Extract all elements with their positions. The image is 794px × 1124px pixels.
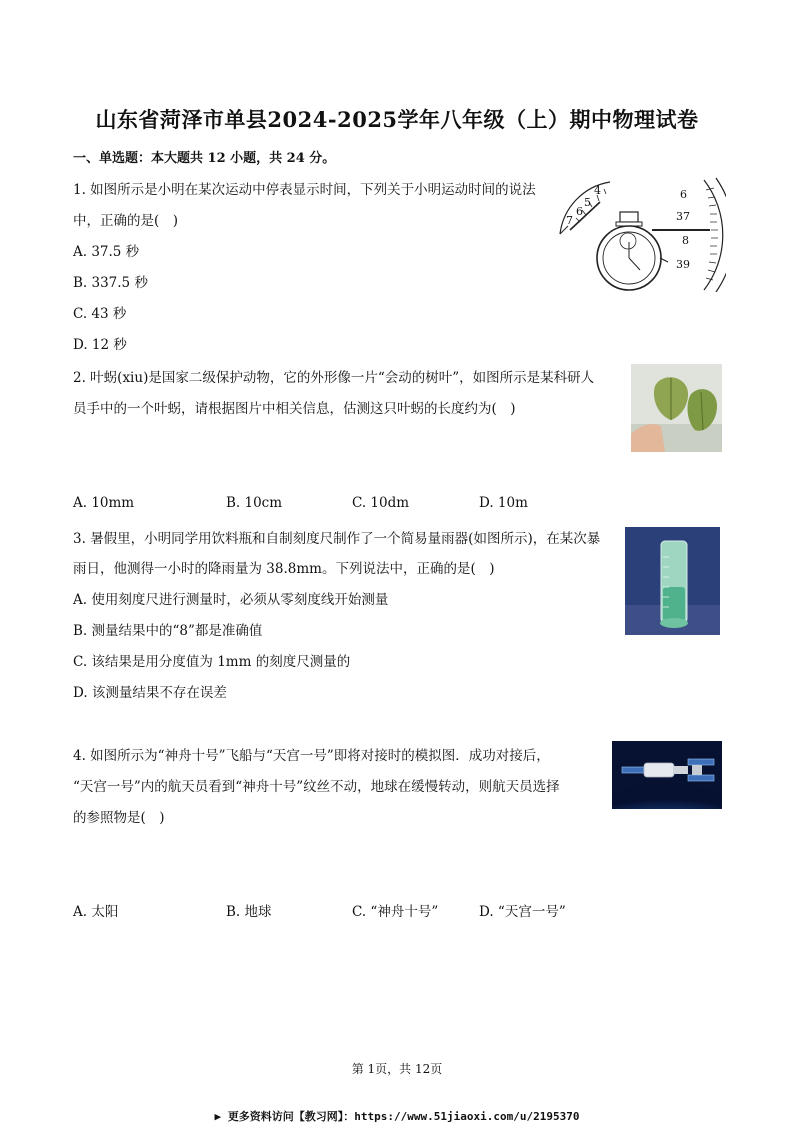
q2-line-2: 员手中的一个叶𧊅，请根据图片中相关信息，估测这只叶𧊅的长度约为( ) <box>73 401 516 417</box>
q4-option-b-text: B. 地球 <box>226 904 272 920</box>
q4-option-a-text: A. 太阳 <box>73 904 119 920</box>
promo-link[interactable]: ▶ 更多资料访问【教习网】：https://www.51jiaoxi.com/u/2195370 <box>214 1110 580 1123</box>
q1-option-a: A. 37.5 秒 <box>73 244 140 260</box>
q3-line-1: 3. 暑假里，小明同学用饮料瓶和自制刻度尺制作了一个简易量雨器(如图所示)，在某次暴 <box>73 531 601 547</box>
q2-option-d-text: D. 10m <box>479 495 528 511</box>
spacecraft-docking-image <box>612 741 722 809</box>
q1-option-c: C. 43 秒 <box>73 306 127 322</box>
q1-line-1: 1. 如图所示是小明在某次运动中停表显示时间，下列关于小明运动时间的说法 <box>73 182 536 198</box>
dial-large-label-39: 39 <box>676 258 690 271</box>
q2-option-c <box>352 495 409 511</box>
section-header: 一、单选题：本大题共 12 小题，共 24 分。 <box>73 151 336 166</box>
dial-small-label-4: 4 <box>594 184 601 197</box>
dial-large-label-6: 6 <box>680 188 687 201</box>
dial-large-label-8: 8 <box>682 234 689 247</box>
q2-option-a <box>73 495 134 511</box>
q3-option-b: B. 测量结果中的“8”都是准确值 <box>73 623 263 639</box>
q4-option-c <box>352 900 438 920</box>
q4-option-a <box>73 900 118 920</box>
dial-small-label-6: 6 <box>576 205 583 218</box>
q4-line-3: 的参照物是( ) <box>73 810 165 826</box>
q1-line-2: 中，正确的是( ) <box>73 213 179 229</box>
paper-title: 山东省菏泽市单县2024-2025学年八年级（上）期中物理试卷 <box>95 107 699 132</box>
q4-option-c-text: C. “神舟十号” <box>352 904 439 920</box>
q2-option-b-text: B. 10cm <box>226 495 283 511</box>
dial-small-label-7: 7 <box>566 214 573 227</box>
q4-line-1: 4. 如图所示为“神舟十号”飞船与“天宫一号”即将对接时的模拟图．成功对接后， <box>73 748 550 764</box>
dial-small-label-5: 5 <box>584 196 591 209</box>
q2-option-a-text: A. 10mm <box>73 495 135 511</box>
leaf-insect-photo <box>631 364 722 452</box>
q3-line-2: 雨日，他测得一小时的降雨量为 38.8mm。下列说法中，正确的是( ) <box>73 561 495 577</box>
page-footer: 第 1页，共 12页 <box>351 1062 443 1076</box>
q4-line-2: “天宫一号”内的航天员看到“神舟十号”纹丝不动，地球在缓慢转动，则航天员选择 <box>73 779 560 795</box>
q3-option-c: C. 该结果是用分度值为 1mm 的刻度尺测量的 <box>73 654 351 670</box>
dial-large-label-37: 37 <box>676 210 690 223</box>
q3-option-a: A. 使用刻度尺进行测量时，必须从零刻度线开始测量 <box>73 592 389 608</box>
q3-option-d: D. 该测量结果不存在误差 <box>73 685 227 701</box>
q2-line-1: 2. 叶𧊅(xiu)是国家二级保护动物，它的外形像一片“会动的树叶”，如图所示是某科研人 <box>73 370 595 386</box>
q2-option-d <box>479 495 528 511</box>
q4-option-b <box>226 900 272 920</box>
q1-option-d: D. 12 秒 <box>73 337 127 353</box>
rain-gauge-photo <box>625 527 720 635</box>
q2-option-b <box>226 495 282 511</box>
q4-option-d <box>479 900 566 920</box>
q1-option-b: B. 337.5 秒 <box>73 275 148 291</box>
stopwatch-figure <box>556 172 726 292</box>
q2-option-c-text: C. 10dm <box>352 495 410 511</box>
q4-option-d-text: D. “天宫一号” <box>479 904 566 920</box>
